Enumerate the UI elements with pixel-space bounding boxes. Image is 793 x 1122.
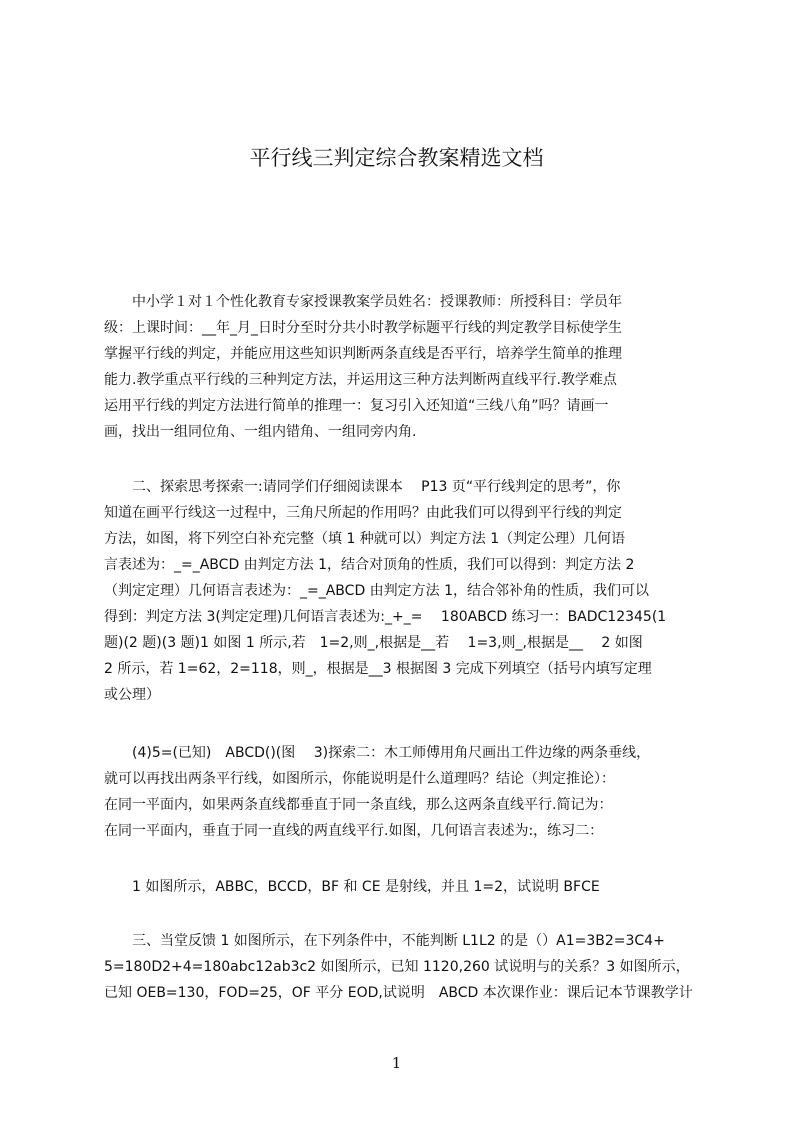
text-line: （判定定理）几何语言表述为：_=_ABCD 由判定方法 1，结合邻补角的性质，我们可以 <box>104 583 650 599</box>
page-number: 1 <box>391 1054 402 1072</box>
document-title: 平行线三判定综合教案精选文档 <box>249 146 544 170</box>
text-line: 中小学１对１个性化教育专家授课教案学员姓名：授课教师：所授科目：学员年 <box>104 294 622 310</box>
paragraph-explore-two <box>104 740 698 844</box>
text-line: 方法，如图，将下列空白补充完整（填 1 种就可以）判定方法 1（判定公理）几何语 <box>104 531 626 547</box>
text-line: 在同一平面内，垂直于同一直线的两直线平行.如图，几何语言表述为:，练习二： <box>104 823 604 839</box>
text-line: 在同一平面内，如果两条直线都垂直于同一条直线，那么这两条直线平行.简记为： <box>104 797 613 813</box>
paragraph-explore-one <box>104 474 698 708</box>
text-line: 知道在画平行线这一过程中，三角尺所起的作用吗？由此我们可以得到平行线的判定 <box>104 505 622 521</box>
text-line: (4)5=(已知) ABCD()(图 3)探索二：木工师傅用角尺画出工件边缘的两条垂线， <box>104 745 651 761</box>
text-line: 得到：判定方法 3(判定定理)几何语言表述为:_+_= 180ABCD 练习一：BADC12345(1 <box>104 609 667 625</box>
text-line: 能力.教学重点平行线的三种判定方法，并运用这三种方法判断两直线平行.教学难点 <box>104 372 617 388</box>
paragraph-intro <box>104 289 698 445</box>
text-line: 或公理） <box>104 687 160 703</box>
text-line: 三、当堂反馈 1 如图所示，在下列条件中，不能判断 L1L2 的是（）A1=3B2=3C4+ <box>104 933 665 949</box>
text-line: 2 所示，若 1=62，2=118，则_，根据是__3 根据图 3 完成下列填空（括号内填写定理 <box>104 661 652 677</box>
paragraph-feedback <box>104 928 698 1006</box>
paragraph-exercise-two <box>104 874 698 900</box>
text-line: 二、探索思考探索一:请同学们仔细阅读课本 P13 页“平行线判定的思考”，你 <box>104 479 621 495</box>
text-line: 言表述为：_=_ABCD 由判定方法 1，结合对顶角的性质，我们可以得到：判定方法 2 <box>104 557 635 573</box>
text-line: 画，找出一组同位角、一组内错角、一组同旁内角. <box>104 424 417 440</box>
text-line: 5=180D2+4=180abc12ab3c2 如图所示，已知 1120,260 试说明与的关系？3 如图所示， <box>104 959 690 975</box>
text-line: 就可以再找出两条平行线，如图所示，你能说明是什么道理吗？结论（判定推论）： <box>104 771 615 787</box>
text-line: 已知 OEB=130，FOD=25，OF 平分 EOD,试说明 ABCD 本次课作业：课后记本节课教学计 <box>104 985 693 1001</box>
text-line: 题)(2 题)(3 题)1 如图 1 所示,若 1=2,则_,根据是__若 1=3,则_,根据是__ 2 如图 <box>104 635 643 651</box>
text-line: 1 如图所示，ABBC，BCCD，BF 和 CE 是射线，并且 1=2，试说明 BFCE <box>104 879 600 895</box>
text-line: 掌握平行线的判定，并能应用这些知识判断两条直线是否平行，培养学生简单的推理 <box>104 346 622 362</box>
text-line: 级：上课时间：__年_月_日时分至时分共小时教学标题平行线的判定教学目标使学生 <box>104 320 622 336</box>
text-line: 运用平行线的判定方法进行简单的推理一：复习引入还知道“三线八角”吗？请画一 <box>104 398 609 414</box>
